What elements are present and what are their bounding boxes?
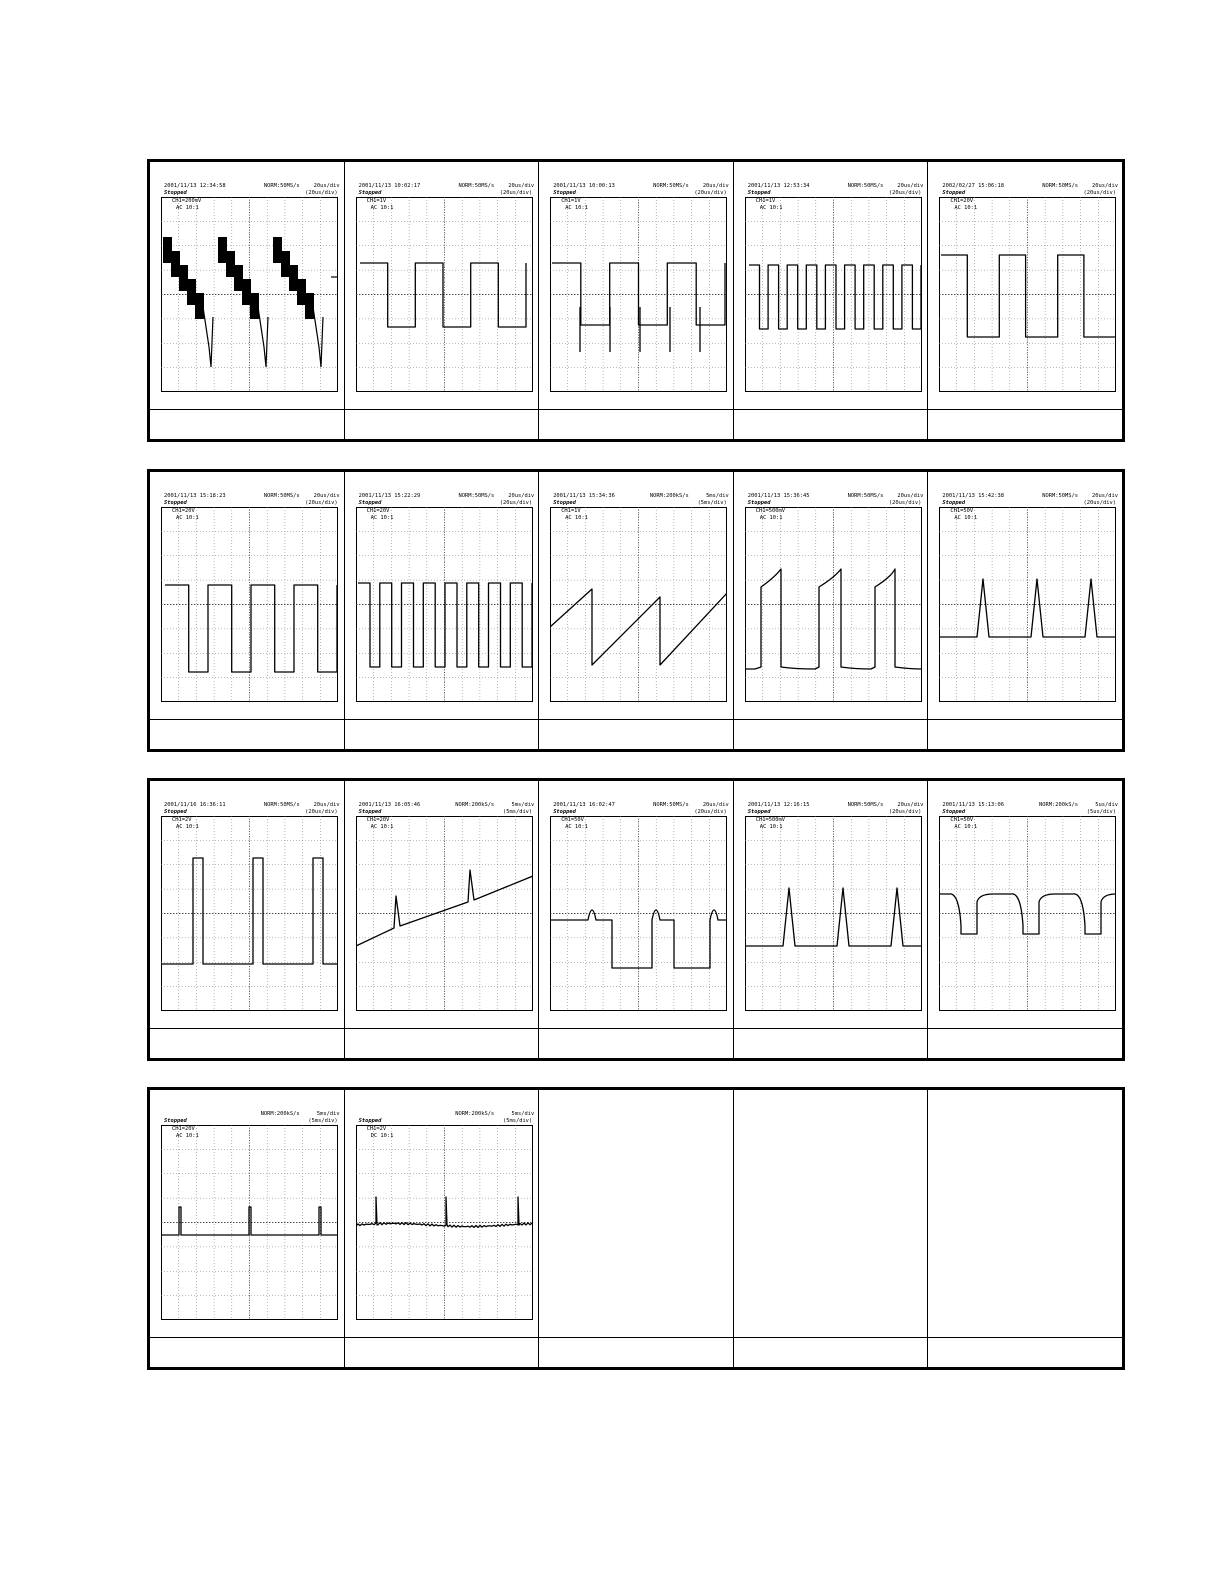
timebase-delayed: (20us/div) bbox=[694, 809, 727, 815]
timebase-delayed: (20us/div) bbox=[305, 500, 338, 506]
sample-rate: NORM:50MS/s bbox=[458, 183, 495, 189]
timebase-delayed: (5ms/div) bbox=[502, 809, 533, 815]
channel-coupling: AC 10:1 bbox=[954, 205, 978, 211]
timebase-delayed: (20us/div) bbox=[305, 190, 338, 196]
timebase: 5ms/div bbox=[511, 802, 535, 808]
sample-rate: NORM:50MS/s bbox=[1042, 493, 1078, 499]
timebase: 20us/div bbox=[508, 183, 535, 189]
scope-display bbox=[161, 507, 338, 702]
caption-row bbox=[150, 1337, 1122, 1367]
timebase: 20us/div bbox=[313, 493, 340, 499]
acquisition-status: Stopped bbox=[942, 809, 966, 815]
capture-panel bbox=[147, 778, 1125, 1061]
channel-scale: CH1=200mV bbox=[172, 198, 202, 204]
scope-display bbox=[745, 507, 922, 702]
channel-scale: CH1=20V bbox=[172, 1126, 195, 1132]
scope-cell bbox=[734, 162, 929, 409]
scope-cell bbox=[928, 162, 1122, 409]
caption-cell bbox=[345, 1338, 540, 1367]
scope-cell bbox=[345, 1090, 540, 1337]
channel-scale: CH1=1V bbox=[755, 198, 776, 204]
trace-path bbox=[749, 265, 921, 329]
capture-timestamp: 2001/11/13 16:02:47 bbox=[553, 802, 615, 808]
timebase-delayed: (20us/div) bbox=[1083, 190, 1116, 196]
timebase: 5ms/div bbox=[706, 493, 729, 499]
scope-display bbox=[745, 816, 922, 1011]
acquisition-status: Stopped bbox=[358, 1118, 382, 1124]
timebase-delayed: (20us/div) bbox=[499, 500, 533, 506]
trace-block bbox=[171, 251, 180, 277]
caption-cell bbox=[150, 1338, 345, 1367]
acquisition-status: Stopped bbox=[942, 500, 966, 506]
timebase: 20us/div bbox=[313, 183, 340, 189]
timebase-delayed: (20us/div) bbox=[694, 190, 727, 196]
trace-path bbox=[258, 307, 268, 367]
scope-display bbox=[161, 197, 338, 392]
timebase: 20us/div bbox=[702, 183, 729, 189]
acquisition-status: Stopped bbox=[358, 809, 382, 815]
trace-path bbox=[203, 307, 213, 367]
caption-cell bbox=[734, 1029, 929, 1058]
sample-rate: NORM:50MS/s bbox=[263, 802, 300, 808]
scope-screen bbox=[161, 197, 338, 392]
scope-display bbox=[550, 197, 727, 392]
scope-display bbox=[356, 197, 533, 392]
capture-timestamp: 2001/11/13 10:00:13 bbox=[553, 183, 615, 189]
capture-timestamp: 2001/11/13 15:34:36 bbox=[553, 493, 615, 499]
capture-timestamp: 2002/02/27 15:06:18 bbox=[942, 183, 1005, 189]
sample-rate: NORM:50MS/s bbox=[263, 493, 300, 499]
scope-cell bbox=[539, 162, 734, 409]
trace-block bbox=[187, 279, 196, 305]
trace-block bbox=[163, 237, 172, 263]
scope-cell bbox=[345, 781, 540, 1028]
channel-scale: CH1=50V bbox=[950, 817, 974, 823]
trace-block bbox=[234, 265, 243, 291]
scope-screen bbox=[161, 507, 338, 702]
scope-screen bbox=[161, 816, 338, 1011]
timebase: 20us/div bbox=[1092, 493, 1118, 499]
acquisition-status: Stopped bbox=[358, 190, 382, 196]
sample-rate: NORM:200kS/s bbox=[260, 1111, 300, 1117]
timebase: 20us/div bbox=[702, 802, 729, 808]
caption-cell bbox=[539, 720, 734, 749]
capture-panel bbox=[147, 159, 1125, 442]
timebase: 20us/div bbox=[508, 493, 535, 499]
caption-row bbox=[150, 409, 1122, 439]
acquisition-status: Stopped bbox=[553, 500, 576, 506]
scope-row bbox=[150, 781, 1122, 1028]
scope-screen bbox=[356, 1125, 533, 1320]
scope-display bbox=[745, 197, 922, 392]
acquisition-status: Stopped bbox=[942, 190, 966, 196]
channel-scale: CH1=50V bbox=[950, 508, 974, 514]
timebase: 5us/div bbox=[1095, 802, 1118, 808]
caption-cell bbox=[928, 1338, 1122, 1367]
scope-cell bbox=[539, 781, 734, 1028]
acquisition-status: Stopped bbox=[164, 190, 187, 196]
trace-block bbox=[273, 237, 282, 263]
capture-timestamp: 2001/11/13 12:34:58 bbox=[164, 183, 226, 189]
caption-row bbox=[150, 719, 1122, 749]
sample-rate: NORM:50MS/s bbox=[458, 493, 495, 499]
sample-rate: NORM:50MS/s bbox=[847, 183, 884, 189]
capture-timestamp: 2001/11/13 10:02:17 bbox=[358, 183, 421, 189]
capture-panel bbox=[147, 469, 1125, 752]
scope-screen bbox=[550, 507, 727, 702]
caption-cell bbox=[345, 1029, 540, 1058]
scope-cell bbox=[345, 472, 540, 719]
scope-display bbox=[939, 507, 1116, 702]
channel-coupling: AC 10:1 bbox=[565, 205, 588, 211]
acquisition-status: Stopped bbox=[747, 809, 771, 815]
scope-screen bbox=[939, 197, 1116, 392]
channel-coupling: AC 10:1 bbox=[954, 824, 978, 830]
scope-screen bbox=[550, 816, 727, 1011]
scope-screen bbox=[161, 1125, 338, 1320]
caption-cell bbox=[150, 1029, 345, 1058]
timebase-delayed: (5us/div) bbox=[1086, 809, 1116, 815]
scope-screen bbox=[939, 507, 1116, 702]
caption-cell bbox=[150, 720, 345, 749]
acquisition-status: Stopped bbox=[747, 190, 771, 196]
channel-coupling: AC 10:1 bbox=[759, 205, 783, 211]
trace-block bbox=[281, 251, 290, 277]
channel-coupling: AC 10:1 bbox=[759, 515, 783, 521]
scope-cell bbox=[539, 1090, 734, 1337]
acquisition-status: Stopped bbox=[358, 500, 382, 506]
acquisition-status: Stopped bbox=[164, 500, 187, 506]
sample-rate: NORM:50MS/s bbox=[653, 183, 689, 189]
capture-timestamp: 2001/11/13 15:13:06 bbox=[942, 802, 1005, 808]
trace-block bbox=[289, 265, 298, 291]
trace-path bbox=[941, 255, 1116, 337]
scope-display bbox=[356, 507, 533, 702]
caption-cell bbox=[928, 1029, 1122, 1058]
scope-screen bbox=[745, 816, 922, 1011]
scope-display bbox=[161, 1125, 338, 1320]
trace-path bbox=[360, 263, 526, 327]
capture-panel bbox=[147, 1087, 1125, 1370]
channel-coupling: AC 10:1 bbox=[954, 515, 978, 521]
channel-scale: CH1=50V bbox=[561, 817, 584, 823]
sample-rate: NORM:200kS/s bbox=[455, 1111, 495, 1117]
scope-screen bbox=[939, 816, 1116, 1011]
sample-rate: NORM:200kS/s bbox=[649, 493, 689, 499]
channel-scale: CH1=2V bbox=[172, 817, 192, 823]
scope-screen bbox=[356, 197, 533, 392]
acquisition-status: Stopped bbox=[747, 500, 771, 506]
trace-block bbox=[305, 293, 314, 319]
scope-row bbox=[150, 162, 1122, 409]
caption-cell bbox=[928, 720, 1122, 749]
trace-path bbox=[161, 1207, 338, 1235]
caption-cell bbox=[345, 410, 540, 439]
channel-coupling: AC 10:1 bbox=[176, 824, 199, 830]
timebase-delayed: (20us/div) bbox=[499, 190, 533, 196]
scope-cell bbox=[928, 781, 1122, 1028]
sample-rate: NORM:200kS/s bbox=[455, 802, 495, 808]
caption-cell bbox=[734, 720, 929, 749]
scope-cell bbox=[539, 472, 734, 719]
trace-block bbox=[250, 293, 259, 319]
caption-cell bbox=[928, 410, 1122, 439]
scope-screen bbox=[745, 507, 922, 702]
scope-display bbox=[356, 816, 533, 1011]
channel-coupling: AC 10:1 bbox=[176, 515, 199, 521]
caption-cell bbox=[150, 410, 345, 439]
channel-scale: CH1=20V bbox=[172, 508, 195, 514]
caption-cell bbox=[734, 1338, 929, 1367]
channel-coupling: AC 10:1 bbox=[565, 824, 588, 830]
acquisition-status: Stopped bbox=[553, 809, 576, 815]
scope-screen bbox=[745, 197, 922, 392]
scope-screen bbox=[356, 507, 533, 702]
timebase-delayed: (20us/div) bbox=[888, 190, 922, 196]
caption-cell bbox=[345, 720, 540, 749]
channel-scale: CH1=20V bbox=[950, 198, 974, 204]
scope-display bbox=[550, 507, 727, 702]
timebase-delayed: (5ms/div) bbox=[308, 1118, 338, 1124]
channel-coupling: AC 10:1 bbox=[176, 1133, 199, 1139]
sample-rate: NORM:50MS/s bbox=[847, 802, 884, 808]
trace-block bbox=[195, 293, 204, 319]
channel-scale: CH1=500mV bbox=[755, 817, 785, 823]
caption-cell bbox=[539, 1029, 734, 1058]
trace-block bbox=[297, 279, 306, 305]
channel-scale: CH1=500mV bbox=[755, 508, 785, 514]
trace-block bbox=[242, 279, 251, 305]
channel-coupling: AC 10:1 bbox=[759, 824, 783, 830]
trace-block bbox=[218, 237, 227, 263]
scope-cell bbox=[928, 472, 1122, 719]
capture-timestamp: 2001/11/13 15:18:23 bbox=[164, 493, 226, 499]
capture-timestamp: 2001/11/13 12:16:15 bbox=[747, 802, 810, 808]
caption-cell bbox=[539, 1338, 734, 1367]
trace-path bbox=[165, 585, 337, 672]
scope-display bbox=[356, 1125, 533, 1320]
trace-path bbox=[313, 307, 323, 367]
scope-display bbox=[939, 197, 1116, 392]
channel-coupling: DC 10:1 bbox=[370, 1133, 394, 1139]
trace-block bbox=[226, 251, 235, 277]
channel-scale: CH1=1V bbox=[366, 198, 387, 204]
acquisition-status: Stopped bbox=[164, 809, 187, 815]
scope-cell bbox=[734, 472, 929, 719]
caption-row bbox=[150, 1028, 1122, 1058]
sample-rate: NORM:50MS/s bbox=[1042, 183, 1078, 189]
timebase: 20us/div bbox=[897, 493, 924, 499]
scope-row bbox=[150, 1090, 1122, 1337]
scope-cell bbox=[928, 1090, 1122, 1337]
channel-scale: CH1=20V bbox=[366, 817, 390, 823]
scope-display bbox=[161, 816, 338, 1011]
trace-block bbox=[179, 265, 188, 291]
channel-coupling: AC 10:1 bbox=[565, 515, 588, 521]
timebase-delayed: (20us/div) bbox=[305, 809, 338, 815]
channel-scale: CH1=1V bbox=[561, 198, 581, 204]
scope-row bbox=[150, 472, 1122, 719]
capture-timestamp: 2001/11/13 15:22:29 bbox=[358, 493, 421, 499]
channel-coupling: AC 10:1 bbox=[176, 205, 199, 211]
channel-coupling: AC 10:1 bbox=[370, 824, 394, 830]
timebase-delayed: (20us/div) bbox=[888, 809, 922, 815]
trace-path bbox=[358, 583, 532, 667]
scope-display bbox=[550, 816, 727, 1011]
channel-coupling: AC 10:1 bbox=[370, 515, 394, 521]
timebase: 5ms/div bbox=[316, 1111, 340, 1117]
scope-cell bbox=[150, 781, 345, 1028]
scope-cell bbox=[345, 162, 540, 409]
sample-rate: NORM:50MS/s bbox=[653, 802, 689, 808]
scope-cell bbox=[150, 472, 345, 719]
scope-cell bbox=[734, 1090, 929, 1337]
caption-cell bbox=[539, 410, 734, 439]
sample-rate: NORM:50MS/s bbox=[263, 183, 300, 189]
scope-cell bbox=[734, 781, 929, 1028]
acquisition-status: Stopped bbox=[164, 1118, 187, 1124]
sample-rate: NORM:200kS/s bbox=[1039, 802, 1078, 808]
capture-timestamp: 2001/11/16 16:36:11 bbox=[164, 802, 226, 808]
timebase: 20us/div bbox=[897, 183, 924, 189]
caption-cell bbox=[734, 410, 929, 439]
scope-display bbox=[939, 816, 1116, 1011]
timebase: 5ms/div bbox=[511, 1111, 535, 1117]
capture-timestamp: 2001/11/13 16:05:46 bbox=[358, 802, 421, 808]
capture-timestamp: 2001/11/13 15:36:45 bbox=[747, 493, 810, 499]
channel-coupling: AC 10:1 bbox=[370, 205, 394, 211]
channel-scale: CH1=1V bbox=[561, 508, 581, 514]
timebase-delayed: (20us/div) bbox=[1083, 500, 1116, 506]
scope-cell bbox=[150, 162, 345, 409]
scope-screen bbox=[550, 197, 727, 392]
timebase: 20us/div bbox=[313, 802, 340, 808]
capture-timestamp: 2001/11/13 12:53:34 bbox=[747, 183, 810, 189]
channel-scale: CH1=2V bbox=[366, 1126, 387, 1132]
timebase: 20us/div bbox=[897, 802, 924, 808]
timebase-delayed: (20us/div) bbox=[888, 500, 922, 506]
timebase-delayed: (5ms/div) bbox=[697, 500, 727, 506]
timebase: 20us/div bbox=[1092, 183, 1118, 189]
capture-timestamp: 2001/11/13 15:42:38 bbox=[942, 493, 1005, 499]
acquisition-status: Stopped bbox=[553, 190, 576, 196]
trace-path bbox=[552, 263, 725, 325]
sample-rate: NORM:50MS/s bbox=[847, 493, 884, 499]
timebase-delayed: (5ms/div) bbox=[502, 1118, 533, 1124]
scope-screen bbox=[356, 816, 533, 1011]
channel-scale: CH1=20V bbox=[366, 508, 390, 514]
scope-cell bbox=[150, 1090, 345, 1337]
